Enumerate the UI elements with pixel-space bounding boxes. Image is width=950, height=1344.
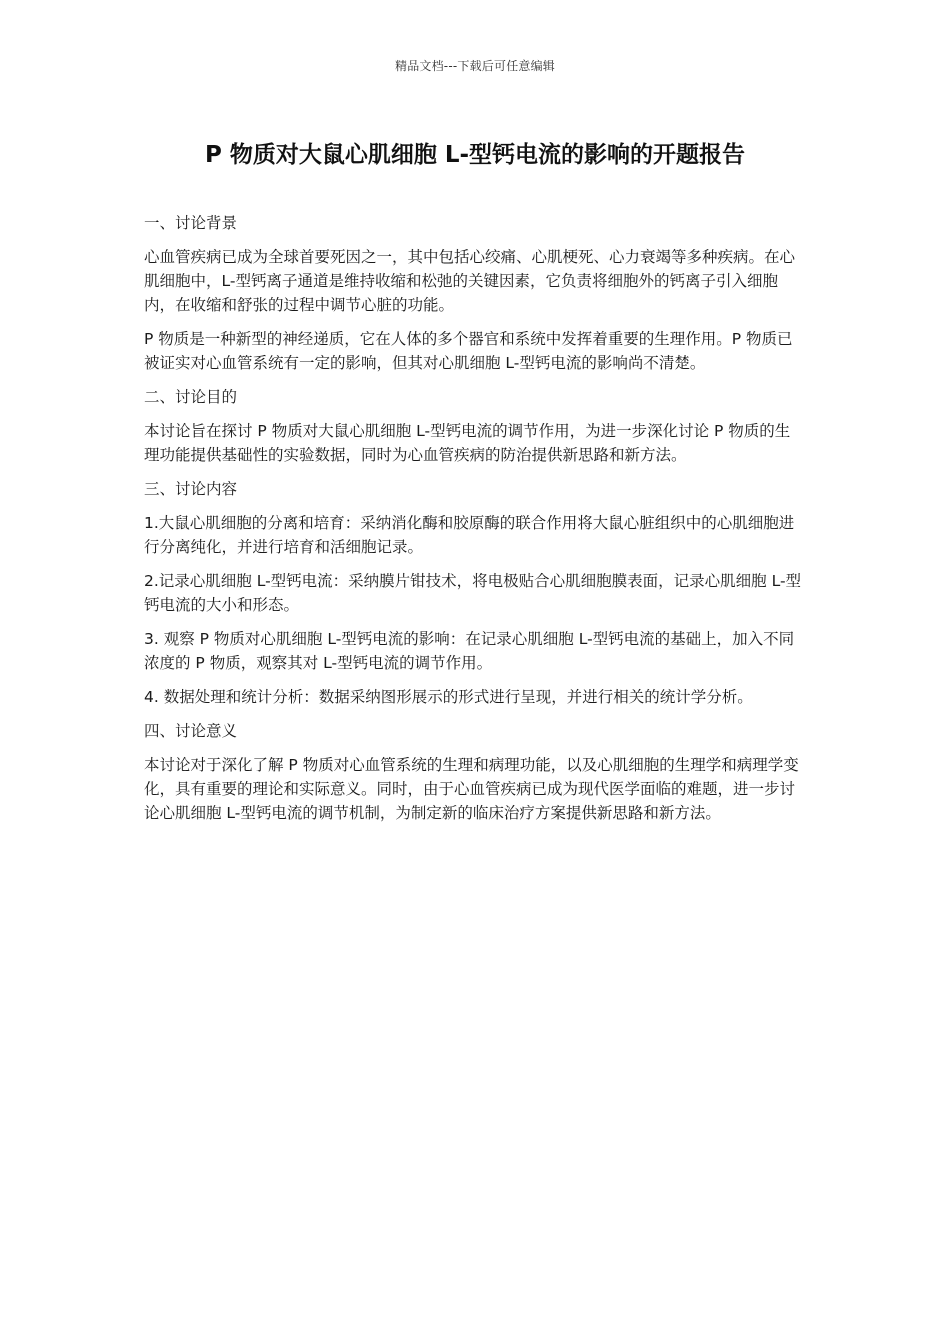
paragraph: 本讨论对于深化了解 P 物质对心血管系统的生理和病理功能，以及心肌细胞的生理学和病理学变化，具有重要的理论和实际意义。同时，由于心血管疾病已成为现代医学面临的难题，进一步讨论心肌细胞 L-型钙电流的调节机制，为制定新的临床治疗方案提供新思路和新方法。 [144,756,799,822]
document-body [144,211,804,835]
list-item: 1.大鼠心肌细胞的分离和培育：采纳消化酶和胶原酶的联合作用将大鼠心脏组织中的心肌细胞进行分离纯化，并进行培育和活细胞记录。 [144,514,795,556]
list-item: 3. 观察 P 物质对心肌细胞 L-型钙电流的影响：在记录心肌细胞 L-型钙电流的基础上，加入不同浓度的 P 物质，观察其对 L-型钙电流的调节作用。 [144,630,795,672]
document-title: P 物质对大鼠心肌细胞 L-型钙电流的影响的开题报告 [204,142,746,168]
section-content [144,477,804,709]
section-significance [144,719,804,825]
paragraph: P 物质是一种新型的神经递质，它在人体的多个器官和系统中发挥着重要的生理作用。P 物质已被证实对心血管系统有一定的影响，但其对心肌细胞 L-型钙电流的影响尚不清楚。 [144,330,793,372]
section-heading: 三、讨论内容 [144,480,238,498]
paragraph: 心血管疾病已成为全球首要死因之一，其中包括心绞痛、心肌梗死、心力衰竭等多种疾病。在心肌细胞中，L-型钙离子通道是维持收缩和松弛的关键因素，它负责将细胞外的钙离子引入细胞内，在收缩和舒张的过程中调节心脏的功能。 [144,248,796,314]
section-heading: 四、讨论意义 [144,722,238,740]
list-item: 4. 数据处理和统计分析：数据采纳图形展示的形式进行呈现，并进行相关的统计学分析。 [144,688,753,706]
section-purpose [144,385,804,467]
paragraph: 本讨论旨在探讨 P 物质对大鼠心肌细胞 L-型钙电流的调节作用，为进一步深化讨论 P 物质的生理功能提供基础性的实验数据，同时为心血管疾病的防治提供新思路和新方法。 [144,422,791,464]
section-heading: 二、讨论目的 [144,388,238,406]
header-note: 精品文档---下载后可任意编辑 [395,59,555,73]
section-heading: 一、讨论背景 [144,214,238,232]
section-background [144,211,804,375]
list-item: 2.记录心肌细胞 L-型钙电流：采纳膜片钳技术，将电极贴合心肌细胞膜表面，记录心肌细胞 L-型钙电流的大小和形态。 [144,572,802,614]
